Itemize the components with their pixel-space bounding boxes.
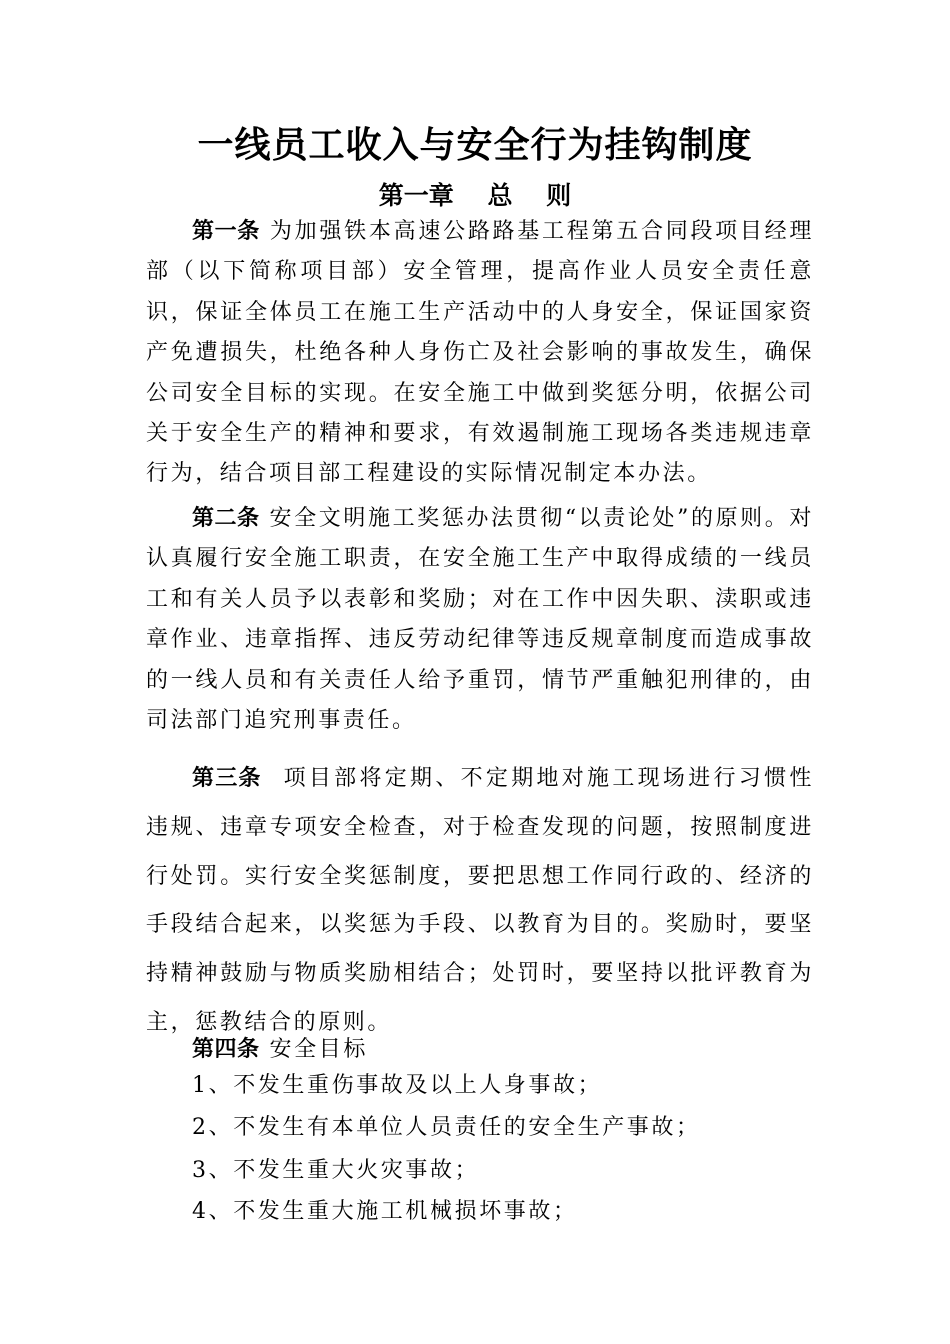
chapter-heading: 第一章 总 则 [378,181,572,210]
article-2 [146,499,814,741]
article-2-text: 安全文明施工奖惩办法贯彻“以责论处”的原则。对认真履行安全施工职责，在安全施工生产中取得成绩的一线员工和有关人员予以表彰和奖励；对在工作中因失职、渎职或违章作业、违章指挥、违反劳动纪律等违反规章制度而造成事故的一线人员和有关责任人给予重罚，情节严重触犯刑律的，由司法部门追究刑事责任。 [146,506,814,734]
article-3 [146,755,814,1048]
document-title: 一线员工收入与安全行为挂钩制度 [197,125,753,166]
article-4-text: 安全目标 [269,1037,368,1062]
target-item-4: 4、不发生重大施工机械损坏事故； [192,1199,578,1224]
article-3-text: 项目部将定期、不定期地对施工现场进行习惯性违规、违章专项安全检查，对于检查发现的问题，按照制度进行处罚。实行安全奖惩制度，要把思想工作同行政的、经济的手段结合起来，以奖惩为手段、以教育为目的。奖励时，要坚持精神鼓励与物质奖励相结合；处罚时，要坚持以批评教育为主，惩教结合的原则。 [146,766,814,1035]
article-1-label: 第一条 [192,219,260,244]
target-item-3: 3、不发生重大火灾事故； [192,1158,480,1183]
target-item-1: 1、不发生重伤事故及以上人身事故； [192,1073,603,1098]
article-3-label: 第三条 [192,766,262,791]
article-1-text: 为加强铁本高速公路路基工程第五合同段项目经理部（以下简称项目部）安全管理，提高作业人员安全责任意识，保证全体员工在施工生产活动中的人身安全，保证国家资产免遭损失，杜绝各种人身伤亡及社会影响的事故发生，确保公司安全目标的实现。在安全施工中做到奖惩分明，依据公司关于安全生产的精神和要求，有效遏制施工现场各类违规违章行为，结合项目部工程建设的实际情况制定本办法。 [146,219,814,487]
article-4 [192,1034,860,1066]
article-4-label: 第四条 [192,1037,260,1062]
target-item-2: 2、不发生有本单位人员责任的安全生产事故； [192,1115,701,1140]
article-1 [146,212,814,495]
article-2-label: 第二条 [192,506,260,531]
